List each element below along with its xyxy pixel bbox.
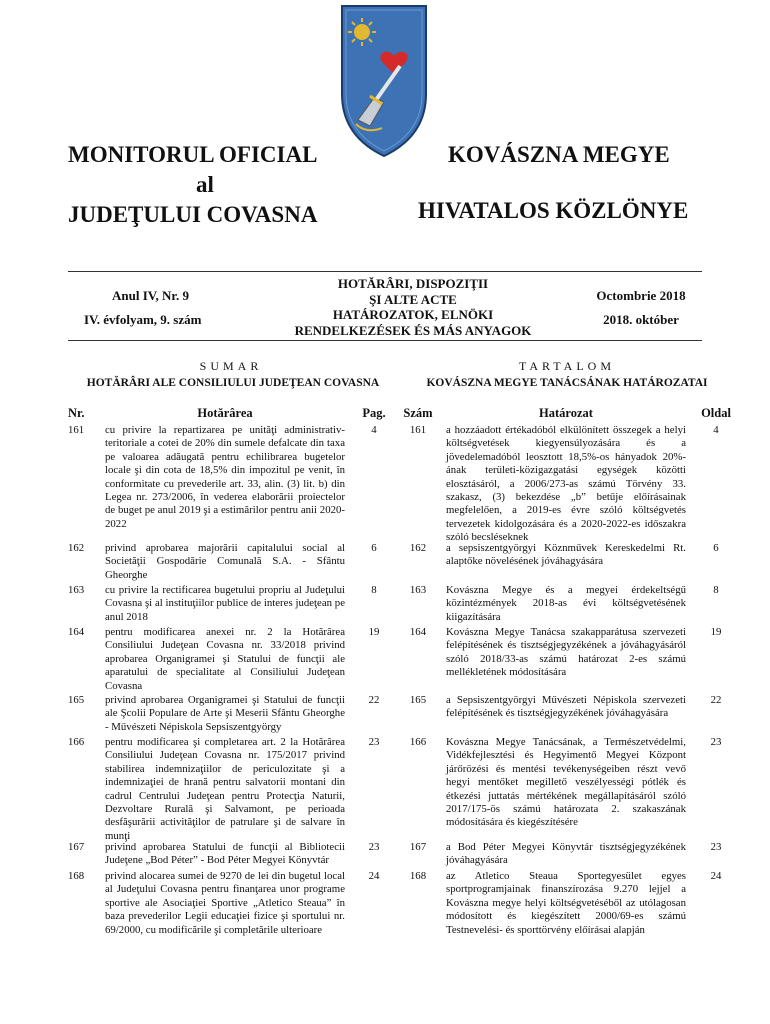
- row-title-ro: privind aprobarea majorării capitalului social al Societăţii Gospodărie Comunală S.A. - Sfântu Gheorghe: [105, 542, 345, 581]
- col-header-hotarare: Hotărârea: [197, 406, 253, 420]
- row-title-hu: Kovászna Megye Tanácsa szakapparátusa szervezeti felépítésének és tisztségjegyzékének a jóváhagyásáról szóló 2018/33-as számú határozat 2-es számú mellékletének módosítására: [446, 626, 686, 679]
- row-title-hu: Kovászna Megye és a megyei érdekeltségű közintézmények 2018-as évi költségvetésének kiigazítására: [446, 584, 686, 623]
- row-page-hu: 4: [713, 424, 719, 436]
- row-page-hu: 19: [710, 626, 722, 638]
- row-number-hu: 163: [409, 584, 427, 596]
- issue-number-ro: Anul IV, Nr. 9: [112, 288, 189, 303]
- coat-of-arms-icon: [336, 2, 432, 158]
- row-nr: 168: [68, 870, 85, 882]
- row-title-ro: privind aprobarea Organigramei şi Statului de funcţii ale Şcolii Populare de Arte şi Meserii Sfântu Gheorghe - Művészeti Népiskola Sepsiszentgyörgy: [105, 694, 345, 733]
- row-title-ro: pentru modificarea şi completarea art. 2 la Hotărârea Consiliului Judeţean Covasna nr. 175/2017 privind stabilirea indemnizaţiilor de periculozitate şi a indemnizaţiei de hrană pentru salvatorii montani din cadrul Centrului Judeţean pentru Protecţia Naturii, Dezvoltare Rurală şi Salvamont, pe perioada desfăşurării activităţilor de patrulare şi de salvare în munţi: [105, 736, 345, 842]
- row-page-ro: 23: [368, 841, 380, 853]
- header-divider-bottom: [68, 340, 702, 341]
- col-header-szam: Szám: [403, 406, 433, 420]
- row-title-hu: a Sepsiszentgyörgyi Művészeti Népiskola szervezeti felépítésének és tisztségjegyzékének jóváhagyására: [446, 694, 686, 720]
- row-title-hu: az Atletico Steaua Sportegyesület egyes sportprogramjainak finanszírozása 9.270 lejjel a Kovászna megye helyi költségvetéséből az utólagosan módosított és kiegészített 2000/69-es számú Testnevelési- és sporttörvény előírásai alapján: [446, 870, 686, 936]
- issue-category-line1: HOTĂRÂRI, DISPOZIŢII: [337, 276, 489, 291]
- row-page-hu: 8: [713, 584, 719, 596]
- row-nr: 162: [68, 542, 85, 554]
- row-number-hu: 164: [409, 626, 427, 638]
- row-page-hu: 22: [710, 694, 722, 706]
- row-nr: 165: [68, 694, 85, 706]
- issue-category-line4: RENDELKEZÉSEK ÉS MÁS ANYAGOK: [294, 322, 532, 338]
- issue-category-line2: ŞI ALTE ACTE: [369, 291, 457, 307]
- row-page-ro: 23: [368, 736, 380, 748]
- row-number-hu: 166: [409, 736, 427, 748]
- row-number-hu: 162: [409, 542, 427, 554]
- row-title-hu: Kovászna Megye Tanácsának, a Természetvédelmi, Vidékfejlesztési és Hegyimentő Megyei Központ járőrözési és mentési tevékenységeiben részt vevő hegyi mentőket megillető veszélyességi pótlék és étkezési juttatás mértékének megállapításáról szóló 2017/175-ös számú határozata 2. szakaszának módosítására és kiegészítésére: [446, 736, 686, 829]
- col-header-pag: Pag.: [362, 406, 386, 420]
- issue-date-hu: 2018. október: [603, 312, 679, 327]
- row-nr: 161: [68, 424, 85, 436]
- row-nr: 166: [68, 736, 85, 748]
- row-title-ro: cu privire la rectificarea bugetului propriu al Judeţului Covasna şi al instituţiilor publice de interes judeţean pe anul 2018: [105, 584, 345, 623]
- row-page-ro: 19: [368, 626, 380, 638]
- row-title-ro: cu privire la repartizarea pe unităţi administrativ-teritoriale a cotei de 20% din sumele defalcate din taxa pe valoarea adăugată pentru echilibrarea bugetelor locale şi din cota de 18,5% din impozitul pe venit, în conformitate cu prevederile art. 33, alin. (3) lit. b) din Legea nr. 273/2006, în vederea elaborării proiectelor de buget pe anul 2019 şi a estimărilor pentru anii 2020-2022: [105, 424, 345, 530]
- toc-heading-hu: TARTALOM: [518, 359, 616, 373]
- publication-title-hu-line2: HIVATALOS KÖZLÖNYE: [418, 198, 689, 223]
- row-page-ro: 8: [371, 584, 377, 596]
- publication-title-hu-line1: KOVÁSZNA MEGYE: [448, 142, 670, 167]
- toc-subtitle-ro: HOTĂRÂRI ALE CONSILIULUI JUDEŢEAN COVASNA: [86, 377, 380, 389]
- row-number-hu: 165: [409, 694, 427, 706]
- publication-title-ro: [68, 140, 358, 230]
- row-title-hu: a sepsiszentgyörgyi Köznművek Kereskedelmi Rt. alaptőke növelésének jóváhagyására: [446, 542, 686, 568]
- row-nr: 167: [68, 841, 85, 853]
- row-page-hu: 6: [713, 542, 719, 554]
- row-page-ro: 24: [368, 870, 380, 882]
- row-title-ro: privind aprobarea Statului de funcţii al Bibliotecii Judeţene „Bod Péter” - Bod Péter Megyei Könyvtár: [105, 841, 345, 867]
- row-number-hu: 168: [409, 870, 427, 882]
- row-page-hu: 24: [710, 870, 722, 882]
- issue-date-ro: Octombrie 2018: [596, 288, 686, 303]
- col-header-hatarozat: Határozat: [539, 406, 593, 420]
- row-title-ro: pentru modificarea anexei nr. 2 la Hotărârea Consiliului Judeţean Covasna nr. 33/2018 privind aprobarea Organigramei şi Statului de funcţii ale aparatului de specialitate al Consiliului Judeţean Covasna: [105, 626, 345, 692]
- row-nr: 164: [68, 626, 85, 638]
- title-ro-line1: MONITORUL OFICIAL: [68, 142, 318, 167]
- row-page-hu: 23: [710, 736, 722, 748]
- row-number-hu: 161: [409, 424, 427, 436]
- col-header-oldal: Oldal: [701, 406, 731, 420]
- toc-heading-ro: SUMAR: [199, 359, 263, 373]
- issue-category-line3: HATÁROZATOK, ELNÖKI: [332, 307, 494, 322]
- row-page-hu: 23: [710, 841, 722, 853]
- row-page-ro: 4: [371, 424, 377, 436]
- toc-subtitle-hu: KOVÁSZNA MEGYE TANÁCSÁNAK HATÁROZATAI: [426, 377, 708, 389]
- row-page-ro: 22: [368, 694, 380, 706]
- issue-category: [268, 276, 558, 338]
- row-number-hu: 167: [409, 841, 427, 853]
- issue-number-hu: IV. évfolyam, 9. szám: [84, 312, 202, 327]
- title-ro-line3: JUDEŢULUI COVASNA: [68, 202, 318, 227]
- col-header-nr: Nr.: [68, 406, 85, 420]
- title-ro-line2: al: [196, 172, 214, 197]
- row-title-ro: privind alocarea sumei de 9270 de lei din bugetul local al Judeţului Covasna pentru finanţarea unor programe sportive ale Asociaţiei Sportive „Atletico Steaua” în baza prevederilor Legii educaţiei fizice şi sportului nr. 69/2000, cu modificările şi completările ulterioare: [105, 870, 345, 936]
- row-title-hu: a hozzáadott értékadóból elkülönített összegek a helyi költségvetések kiegyensúlyozására és a jövedelemadóból leosztott 18,5%-os hányadok 20%-ának területi-közigazgatási egységek közötti elosztásáról, a 2006/273-as számú Törvény 33. szakasz, (3) bekezdése „b” betűje előírásainak megfelelően, a 2019-es évre szóló költségvetés tervezetek kidolgozására és a 2020-2022-es időszakra szóló becsléseknek: [446, 424, 686, 544]
- row-title-hu: a Bod Péter Megyei Könyvtár tisztségjegyzékének jóváhagyására: [446, 841, 686, 867]
- row-nr: 163: [68, 584, 85, 596]
- header-divider-top: [68, 271, 702, 272]
- row-page-ro: 6: [371, 542, 377, 554]
